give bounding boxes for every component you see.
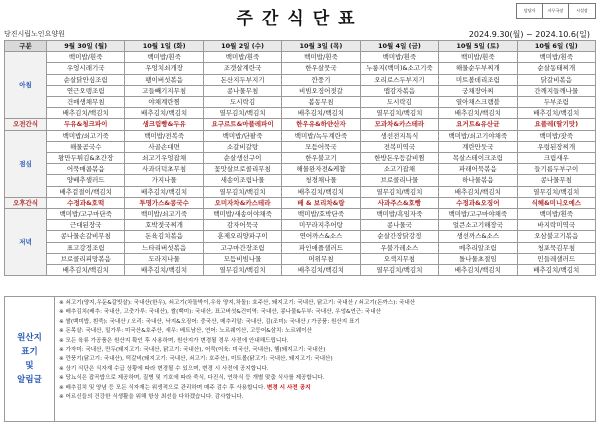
- menu-cell: 배추김치/백김치: [47, 265, 125, 276]
- menu-period: 2024.9.30(월) ~ 2024.10.6(일): [468, 30, 590, 39]
- menu-cell: 열무김치/백김치: [203, 108, 281, 119]
- menu-cell: 깐풍기: [282, 74, 360, 85]
- menu-cell: 브로콜리나물: [360, 175, 438, 186]
- menu-cell: 요플레(딸기맛): [517, 119, 595, 130]
- table-row: [5, 63, 596, 74]
- menu-cell: 팽이버섯볶음: [125, 74, 203, 85]
- menu-cell: 한우유&하얀산자: [282, 119, 360, 130]
- menu-cell: 사과더덕초무침: [125, 164, 203, 175]
- notice-bullet: ※: [59, 337, 66, 344]
- menu-cell: 배추겉절이/백김치: [47, 186, 125, 197]
- menu-cell: 우불가레소스: [360, 242, 438, 253]
- notes-label: [5, 297, 55, 421]
- menu-cell: 배추김치/백김치: [125, 265, 203, 276]
- menu-cell: 백미밥/흰죽: [47, 52, 125, 63]
- sign-cell: 시설장: [576, 8, 588, 13]
- menu-cell: 열무김치/백김치: [203, 265, 281, 276]
- menu-cell: 모과차&카스테라: [360, 119, 438, 130]
- menu-cell: 백미밥/쇠고기야채죽: [439, 130, 517, 141]
- menu-cell: 고구마간장조림: [203, 242, 281, 253]
- menu-cell: 순살간장닭강정: [360, 231, 438, 242]
- table-row: [5, 97, 596, 108]
- menu-cell: 해물완자전&케찹: [282, 164, 360, 175]
- menu-cell: 계란만둣국: [439, 141, 517, 152]
- header-cell-day: 10월 1일 (화): [125, 41, 203, 52]
- header-cell-day: 10월 3일 (목): [282, 41, 360, 52]
- menu-cell: 백미밥/고구마단죽: [47, 209, 125, 220]
- menu-cell: 백미밥/고구마야채죽: [439, 209, 517, 220]
- menu-cell: 백미밥/흑임자죽: [360, 209, 438, 220]
- menu-cell: 수정과&호떡: [47, 197, 125, 208]
- sign-cell: 사무국장: [543, 4, 569, 18]
- menu-cell: 전복미역국: [360, 141, 438, 152]
- menu-cell: 돈산지두부지기: [203, 74, 281, 85]
- menu-cell: 쇠고기우엉잡채: [125, 153, 203, 164]
- menu-cell: 백미밥/쇠고기죽: [125, 209, 203, 220]
- notice-bullet: ※: [59, 365, 66, 372]
- table-row: [5, 119, 596, 130]
- table-row: [5, 231, 596, 242]
- table-row: [5, 141, 596, 152]
- notes-label-line: 원산지: [17, 333, 42, 343]
- menu-cell: 열무김치/백김치: [360, 186, 438, 197]
- menu-cell: 양배추샐러드: [47, 175, 125, 186]
- header-cell-day: 10월 4일 (금): [360, 41, 438, 52]
- sign-cell: 담당자: [517, 4, 543, 18]
- table-row: [5, 52, 596, 63]
- menu-cell: 순살생선구이: [203, 153, 281, 164]
- menu-cell: 민들레샐러드: [517, 253, 595, 264]
- menu-cell: 열무김치/백김치: [517, 186, 595, 197]
- menu-cell: 얼큰소고기해장국: [439, 220, 517, 231]
- menu-cell: 한우살뭇국: [282, 63, 360, 74]
- menu-cell: 투명가스&콩국수: [125, 197, 203, 208]
- menu-cell: 두유&청크파이: [47, 119, 125, 130]
- table-row: [5, 130, 596, 141]
- menu-cell: 도시락김: [203, 97, 281, 108]
- notes-label-line: 표기: [21, 347, 38, 357]
- menu-cell: 콩나물손갈비무침: [47, 231, 125, 242]
- menu-cell: 백미밥/흰죽: [125, 52, 203, 63]
- menu-cell: 백미밥/흰죽: [203, 52, 281, 63]
- notice-text: 쌀(백미밥, 흰죽): 국내산 / 오리: 국내산, 낙지&오징어: 중국산, 메추리알: 국내산, 김(조미): 국내산 / 가공품: 원산지 표기: [65, 318, 360, 325]
- menu-cell: 배추김치/백김치: [125, 108, 203, 119]
- menu-cell: 배추김치/백김치: [282, 265, 360, 276]
- notice-bullet: ※: [59, 356, 66, 363]
- menu-cell: 궁채장아찌: [439, 85, 517, 96]
- menu-cell: 훈제오리양파구이: [203, 231, 281, 242]
- menu-cell: 한우불고기: [282, 153, 360, 164]
- menu-cell: 조갯살계란국: [203, 63, 281, 74]
- notice-text: 상기 식단은 식자재 수급 상황에 따라 변경될 수 있으며, 변경 시 사전에 공지합니다.: [65, 365, 269, 372]
- menu-cell: 목살스테이크조림: [439, 153, 517, 164]
- menu-cell: 백미밥/전복죽: [125, 130, 203, 141]
- menu-cell: 호박젓국찌개: [125, 220, 203, 231]
- notice-line: [59, 355, 591, 364]
- menu-cell: 백미밥/흰죽: [282, 52, 360, 63]
- menu-cell: 우렁된장찌개: [517, 141, 595, 152]
- menu-cell: 백미밥/호박단죽: [282, 209, 360, 220]
- notice-bullet: ※: [59, 384, 66, 391]
- menu-cell: 미꾸라지추어탕: [282, 220, 360, 231]
- menu-cell: 표고강정조림: [47, 242, 125, 253]
- notice-bullet: ※: [59, 309, 66, 316]
- menu-cell: 들기름두부구이: [517, 164, 595, 175]
- notice-text: 돈목살: 국내산, 밀가루: 미국산&호주산, 새우: 베트남산, 연어: 노르웨이산, 고등어&삼치: 노르웨이산: [65, 328, 313, 335]
- notice-bullet: ※: [59, 375, 66, 382]
- menu-cell: 두부조림: [517, 97, 595, 108]
- notice-line: [59, 308, 591, 317]
- notice-highlight: 변경 시 사전 공지: [266, 384, 311, 391]
- meal-label: 저녁: [5, 209, 47, 276]
- menu-cell: 닭갈비볶음: [517, 74, 595, 85]
- menu-cell: 오리로스두부지기: [360, 74, 438, 85]
- menu-cell: 근대된장국: [47, 220, 125, 231]
- menu-cell: 어묵매콤볶음: [47, 164, 125, 175]
- menu-cell: 모듬어묵국: [282, 141, 360, 152]
- menu-cell: 고들빼기지무침: [125, 85, 203, 96]
- notice-text: 배추김치 및 양념 등 모든 식자재는 위생적으로 관리하며 매주 검수 후 사용합니다.: [65, 384, 266, 391]
- menu-cell: 배추김치/백김치: [47, 108, 125, 119]
- notice-line: [59, 327, 591, 336]
- menu-cell: 순살동태찌개: [517, 63, 595, 74]
- table-row: [5, 220, 596, 231]
- notice-bullet: ※: [59, 318, 66, 325]
- menu-cell: 하나물볶음: [439, 175, 517, 186]
- menu-cell: 느타리버섯볶음: [125, 242, 203, 253]
- menu-cell: 생선전지특식: [360, 130, 438, 141]
- table-row: [5, 209, 596, 220]
- menu-cell: 콩나물무침: [517, 175, 595, 186]
- menu-cell: 맵감자볶음: [360, 85, 438, 96]
- menu-cell: 야채계란찜: [125, 97, 203, 108]
- menu-cell: 백미밥/흰죽: [517, 209, 595, 220]
- menu-cell: 청경채나물: [282, 175, 360, 186]
- menu-cell: 백미밥/쇠고기죽: [47, 130, 125, 141]
- notice-text: 당뇨식은 잡곡밥으로 제공하며, 질병 및 기호에 따라 죽식, 다진식, 연하식 등 개별 맞춤 식사를 제공합니다.: [65, 375, 325, 382]
- menu-cell: 오색지무침: [360, 253, 438, 264]
- meal-label: 오후간식: [5, 197, 47, 208]
- menu-cell: 감자어묵국: [203, 220, 281, 231]
- menu-cell: 도시락김: [360, 97, 438, 108]
- menu-cell: 가지나물: [125, 175, 203, 186]
- menu-cell: 모듬비빔나물: [203, 253, 281, 264]
- menu-cell: 배 & 보리차&랑: [282, 197, 360, 208]
- table-row: [5, 85, 596, 96]
- notice-line: [59, 337, 591, 346]
- menu-cell: 오미자차&카스테라: [203, 197, 281, 208]
- menu-cell: 꽃맛살브로콜리무침: [203, 164, 281, 175]
- meal-label: 오전간식: [5, 119, 47, 130]
- table-row: [5, 265, 596, 276]
- menu-cell: 백미밥/흰죽: [439, 52, 517, 63]
- menu-cell: 새송이조림나물: [203, 175, 281, 186]
- menu-cell: 열무김치/백김치: [360, 108, 438, 119]
- menu-cell: 우엉치쇠개장: [125, 63, 203, 74]
- menu-cell: 백미밥/새송이야채죽: [203, 209, 281, 220]
- menu-cell: 크림새우: [517, 153, 595, 164]
- menu-cell: 메추리알조림: [439, 242, 517, 253]
- menu-cell: 소갈비갈탕: [203, 141, 281, 152]
- table-row: [5, 186, 596, 197]
- notice-line: [59, 318, 591, 327]
- notice-text: 깐풍기(닭고기: 국내산), 떡갈비(돼지고기: 국내산, 쇠고기: 호주산), 미트볼(닭고기: 국내산, 돼지고기: 국내산): [65, 356, 333, 363]
- menu-cell: 콩나물국: [360, 220, 438, 231]
- menu-cell: 배추김치/백김치: [439, 186, 517, 197]
- menu-cell: 생크림빵&두유: [125, 119, 203, 130]
- header-cell-day: 10월 6일 (일): [517, 41, 595, 52]
- menu-cell: 왕만두튀김&초간장: [47, 153, 125, 164]
- table-row: [5, 242, 596, 253]
- table-row: [5, 197, 596, 208]
- table-row: [5, 74, 596, 85]
- table-row: [5, 175, 596, 186]
- menu-cell: 요구르트&마플레파이: [203, 119, 281, 130]
- menu-cell: 해물곰국수: [47, 141, 125, 152]
- notice-line: [59, 299, 591, 308]
- notice-text: 어르신들의 건강한 식생활을 위해 항상 최선을 다하겠습니다. 감사합니다.: [65, 394, 244, 401]
- menu-cell: 연어까스&소스: [282, 231, 360, 242]
- table-row: [5, 253, 596, 264]
- notice-line: [59, 374, 591, 383]
- menu-cell: 요거트&유산균: [439, 119, 517, 130]
- menu-cell: 백미밥/흰죽: [360, 52, 438, 63]
- menu-cell: 사과주스&호빵: [360, 197, 438, 208]
- notice-text: 배추김치(배추: 국내산, 고춧가루: 국내산), 쌀(백미): 국내산, 표고버섯&건미역: 국내산, 콩나물&두부: 국내산, 우엉&연근: 국내산: [65, 309, 382, 316]
- notice-bullet: ※: [59, 328, 66, 335]
- table-header-row: [5, 41, 596, 52]
- meal-label: 점심: [5, 130, 47, 197]
- menu-cell: 파인애플샐러드: [282, 242, 360, 253]
- menu-cell: 미트볼데리조림: [439, 74, 517, 85]
- menu-cell: 돌나물초절임: [439, 253, 517, 264]
- menu-cell: 도라지나물: [125, 253, 203, 264]
- menu-cell: 오삼불고기볶음: [517, 231, 595, 242]
- menu-body: [5, 52, 596, 276]
- menu-cell: 백미밥/녹두계란죽: [282, 130, 360, 141]
- weekly-menu-table: [4, 40, 596, 276]
- menu-cell: 수정과&오징어: [439, 197, 517, 208]
- menu-cell: 배추김치/백김치: [125, 186, 203, 197]
- table-row: [5, 153, 596, 164]
- notice-line: [59, 346, 591, 355]
- menu-cell: 비빔오징어젓갈: [282, 85, 360, 96]
- header-cell-gubun: 구분: [5, 41, 47, 52]
- table-row: [5, 108, 596, 119]
- menu-cell: 파래어묵볶음: [439, 164, 517, 175]
- header-cell-day: 9월 30일 (월): [47, 41, 125, 52]
- notice-bullet: ※: [59, 347, 66, 354]
- menu-cell: 배추김치/백김치: [282, 108, 360, 119]
- menu-cell: 봄동무침: [282, 97, 360, 108]
- menu-cell: 백미밥/흰죽: [517, 52, 595, 63]
- meal-label: 아침: [5, 52, 47, 119]
- menu-cell: 브로콜리피망볶음: [47, 253, 125, 264]
- menu-cell: 한방돈우등갈비찜: [360, 153, 438, 164]
- header-cell-day: 10월 5일 (토): [439, 41, 517, 52]
- approval-sign-box: [516, 3, 596, 19]
- menu-cell: 배추김치/백김치: [517, 265, 595, 276]
- header-cell-day: 10월 2일 (수): [203, 41, 281, 52]
- menu-cell: 간깨지들깨나물: [517, 85, 595, 96]
- menu-cell: 배추김치/백김치: [517, 108, 595, 119]
- menu-cell: 배추김치/백김치: [439, 108, 517, 119]
- menu-cell: 열무김치/백김치: [360, 265, 438, 276]
- notice-bullet: ※: [59, 394, 66, 401]
- notes-label-line: 알림글: [17, 375, 42, 385]
- menu-cell: 건매생채무침: [47, 97, 125, 108]
- menu-cell: 바지락미역국: [517, 220, 595, 231]
- page-title: 주간식단표: [236, 9, 364, 29]
- menu-cell: 열아채스크램블: [439, 97, 517, 108]
- menu-cell: 연근오뎅조림: [47, 85, 125, 96]
- menu-cell: 우엉시래기국: [47, 63, 125, 74]
- notice-line: [59, 365, 591, 374]
- menu-cell: 생선까스&소스: [439, 231, 517, 242]
- menu-cell: 배추김치/백김치: [439, 265, 517, 276]
- menu-cell: 청포묵김무침: [517, 242, 595, 253]
- menu-cell: 소고기잡채: [360, 164, 438, 175]
- notice-text: 가자미: 국내산, 만두(돼지고기: 국내산, 닭고기: 국내산), 어묵(어육: 미국산, 국내산), 햄(돼지고기: 국내산): [65, 347, 326, 354]
- notes-label-line: 및: [25, 361, 34, 371]
- menu-cell: 콩나물무침: [203, 85, 281, 96]
- header: [0, 0, 600, 39]
- facility-name: 당진시립노인요양원: [4, 30, 65, 38]
- notes-body: [55, 297, 595, 421]
- table-row: [5, 164, 596, 175]
- menu-cell: 순살닭안심조림: [47, 74, 125, 85]
- menu-cell: 누룽지(백미)&소고기죽: [360, 63, 438, 74]
- notice-line: [59, 393, 591, 402]
- menu-cell: 돈육김치볶음: [125, 231, 203, 242]
- menu-cell: 해물순두부찌개: [439, 63, 517, 74]
- notice-text: 쇠고기(양지,우둔&갈빗살): 국내산(한우), 쇠고기(차돌박이,우육 양지,차돌): 호주산, 돼지고기: 국내산, 닭고기: 국내산 / 쇠고기(돈까스): 국내산: [65, 300, 416, 306]
- notice-line: [59, 384, 591, 393]
- menu-cell: 배추김치/백김치: [282, 186, 360, 197]
- menu-cell: 백미밥/잣죽: [517, 130, 595, 141]
- menu-cell: 열무김치/백김치: [203, 186, 281, 197]
- menu-cell: 식혜&미니오예스: [517, 197, 595, 208]
- menu-cell: 사골손대면: [125, 141, 203, 152]
- notice-text: 모든 육류 가공품은 원산지 확인 후 사용하며, 원산지가 변경될 경우 사전에 안내해드립니다.: [65, 337, 289, 344]
- notes-section: [4, 296, 596, 422]
- notice-bullet: ※: [59, 300, 66, 306]
- menu-cell: 머위무침: [282, 253, 360, 264]
- menu-cell: 백미밥/단팥죽: [203, 130, 281, 141]
